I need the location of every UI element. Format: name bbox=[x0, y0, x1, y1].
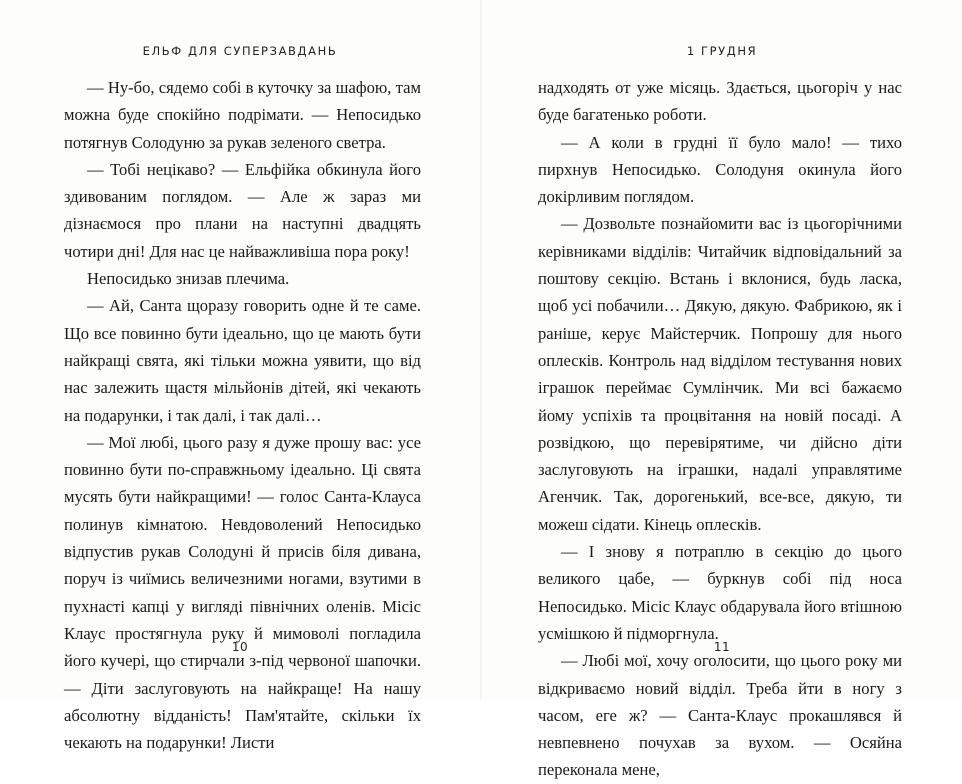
page-number: 10 bbox=[231, 640, 249, 654]
paragraph-continuation: надходять от уже місяць. Здається, цьогоріч у нас буде багатенько роботи. bbox=[538, 78, 902, 125]
right-page-body bbox=[538, 74, 902, 784]
running-head-chapter-title: 1 ГРУДНЯ bbox=[686, 44, 758, 58]
right-page bbox=[482, 0, 962, 780]
paragraph: — Мої любі, цього разу я дуже прошу вас: усе повинно бути по-справжньому ідеально. Ці свята мусять бути найкращими! — голос Санта-Клауса полинув кімнатою. Невдоволений Непосидько відпустив рукав Солодуні й присів біля дивана, поруч із чиїмись величезними ногами, взутими в пухнасті капці у вигляді північних оленів. Місіс Клаус простягнула руку й мимоволі погладила його кучері, що стирчали з-під червоної шапочки. — Діти заслуговують на найкраще! На нашу абсолютну відданість! Пам'ятайте, скільки їх чекають на подарунки! Листи bbox=[64, 432, 421, 753]
page-number: 11 bbox=[713, 640, 731, 654]
left-page-body bbox=[64, 74, 421, 756]
paragraph: — Любі мої, хочу оголосити, що цього року ми відкриваємо новий відділ. Треба йти в ногу з часом, еге ж? — Санта-Клаус прокашлявся й невпевнено почухав за вухом. — Осяйна переконала мене, bbox=[538, 651, 902, 780]
left-page bbox=[0, 0, 480, 753]
running-head-book-title: ЕЛЬФ ДЛЯ СУПЕРЗАВДАНЬ bbox=[142, 44, 338, 58]
paragraph: — Дозвольте познайомити вас із цьогорічними керівниками відділів: Читайчик відповідальний за поштову секцію. Встань і вклонися, будь ласка, щоб усі побачили… Дякую, дякую. Фабрикою, як і раніше, керує Майстерчик. Попрошу для нього оплесків. Контроль над відділом тестування нових іграшок переймає Сумлінчик. Ми всі бажаємо йому успіхів та процвітання на новій посаді. А розвідкою, що перевірятиме, чи дійсно діти заслуговують на іграшки, надалі управлятиме Агенчик. Так, дорогенький, все-все, дякую, ти можеш сідати. Кінець оплесків. bbox=[538, 214, 902, 534]
paragraph: — Ай, Санта щоразу говорить одне й те саме. Що все повинно бути ідеально, що це мають бути найкращі свята, які тільки можна уявити, що від нас залежить щастя мільйонів дітей, які чекають на подарунки, і так далі, і так далі… bbox=[64, 296, 421, 425]
paragraph: Непосидько знизав плечима. bbox=[87, 269, 290, 289]
paragraph: — А коли в грудні її було мало! — тихо пирхнув Непосидько. Солодуня окинула його докірливим поглядом. bbox=[538, 132, 902, 207]
paragraph: — Ну-бо, сядемо собі в куточку за шафою, там можна буде спокійно подрімати. — Непосидько потягнув Солодуню за рукав зеленого светра. bbox=[64, 78, 421, 152]
paragraph: — І знову я потраплю в секцію до цього великого цабе, — буркнув собі під носа Непосидько. Місіс Клаус обдарувала його втішною усмішкою й підморгнула. bbox=[538, 542, 902, 643]
paragraph: — Тобі нецікаво? — Ельфійка обкинула його здивованим поглядом. — Але ж зараз ми дізнаємося про плани на наступні двадцять чотири дні! Для нас це найважливіша пора року! bbox=[64, 159, 421, 261]
